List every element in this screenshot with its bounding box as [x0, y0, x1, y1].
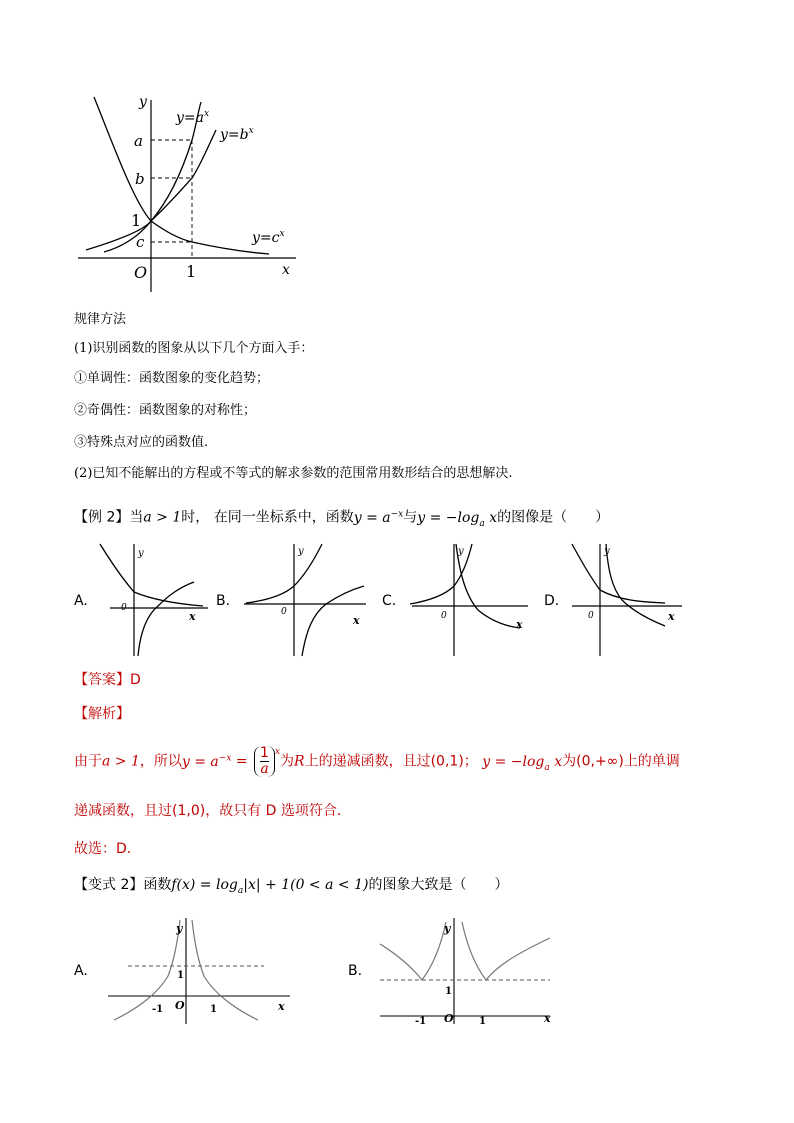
svg-text:0: 0: [281, 607, 287, 617]
svg-text:x: x: [544, 1012, 551, 1025]
option-a-log-curve: [138, 582, 194, 656]
method-line-5: (2)已知不能解出的方程或不等式的解求参数的范围常用数形结合的思想解决.: [74, 466, 513, 481]
variant-option-a-label: A.: [74, 963, 88, 979]
one-y-label: 1: [131, 211, 142, 230]
fraction: $\frac{1}{a}$: [254, 746, 275, 777]
option-a-graph: [98, 540, 210, 658]
method-line-3: ②奇偶性：函数图象的对称性；: [74, 403, 257, 418]
x-axis-label: x: [282, 262, 290, 278]
svg-text:y: y: [458, 546, 464, 557]
svg-text:x: x: [353, 614, 360, 627]
svg-text:0: 0: [121, 603, 127, 613]
svg-text:1: 1: [210, 1004, 217, 1015]
option-b-graph: [240, 540, 370, 658]
variant-option-b-label: B.: [348, 963, 363, 979]
option-c-graph: [408, 540, 532, 658]
curve-c-label: $y=c^x$: [252, 229, 285, 246]
svg-text:y: y: [298, 546, 304, 557]
variant-b-right-branch: [462, 922, 550, 980]
option-b-increasing-curve: [246, 544, 322, 603]
option-c-log-curve: [456, 544, 520, 628]
example-2-condition: a > 1: [143, 509, 182, 526]
exponential-curves-graph: [74, 92, 304, 297]
option-a-label: A.: [74, 593, 88, 609]
variant-b-left-branch: [380, 922, 446, 980]
option-d-label: D.: [544, 593, 560, 609]
svg-text:-1: -1: [415, 1016, 427, 1026]
one-x-label: 1: [186, 262, 197, 281]
method-heading: 规律方法: [74, 312, 127, 327]
analysis-label: 【解析】: [74, 706, 130, 722]
variant-2-function: $f(x) = \log_a|x| + 1(0 < a < 1)$: [171, 877, 369, 896]
svg-text:0: 0: [588, 611, 594, 621]
variant-2-question: 【变式 2】函数$f(x) = \log_a|x| + 1(0 < a < 1)$的图象大致是（ ）: [74, 877, 509, 896]
example-2-label: 【例 2】: [74, 509, 130, 526]
option-a-decreasing-curve: [100, 544, 203, 606]
y-axis-label: y: [139, 94, 147, 110]
b-label: b: [135, 170, 145, 188]
answer-value: D: [130, 672, 141, 688]
svg-text:1: 1: [177, 970, 184, 981]
option-b-label: B.: [216, 593, 231, 609]
svg-text:O: O: [175, 999, 185, 1012]
svg-text:0: 0: [441, 611, 447, 621]
option-d-log-curve: [606, 544, 665, 626]
curve-b-label: $y=b^x$: [220, 126, 254, 143]
example-2-func-1: $y = a^{-x}$: [353, 509, 404, 526]
answer-line: [74, 671, 141, 689]
svg-text:y: y: [604, 546, 610, 557]
variant-a-left-branch: [114, 920, 180, 1020]
method-line-1: (1)识别函数的图象从以下几个方面入手：: [74, 341, 314, 356]
curve-a-label: $y=a^x$: [176, 109, 210, 126]
a-label: a: [134, 132, 143, 150]
svg-text:x: x: [516, 618, 523, 631]
origin-label: O: [134, 263, 148, 282]
method-line-2: ①单调性：函数图象的变化趋势；: [74, 371, 270, 386]
analysis-paragraph-1: 由于a > 1，所以$y = a^{-x}$ = $\frac{1}{a}$ $^x$为R上的递减函数，且过(0,1)； $y = -\log_a$ x为(0,+∞)上的单调: [74, 745, 680, 778]
variant-option-b-graph: [376, 916, 556, 1026]
option-d-graph: [570, 540, 686, 658]
option-c-label: C.: [382, 593, 397, 609]
svg-text:x: x: [668, 610, 675, 623]
svg-text:1: 1: [445, 986, 452, 997]
analysis-conclusion: 故选：D.: [74, 841, 132, 857]
svg-text:y: y: [444, 922, 451, 935]
answer-label: 【答案】: [74, 672, 130, 688]
svg-text:x: x: [189, 610, 196, 623]
c-label: c: [136, 233, 145, 251]
svg-text:y: y: [138, 548, 144, 559]
analysis-paragraph-2: 递减函数，且过(1,0)，故只有 D 选项符合.: [74, 803, 342, 819]
svg-text:1: 1: [479, 1016, 486, 1026]
method-line-4: ③特殊点对应的函数值.: [74, 435, 209, 450]
svg-text:O: O: [444, 1012, 454, 1025]
example-2-question: 【例 2】当a > 1时， 在同一坐标系中，函数$y = a^{-x}$与$y = -\log_a$ x的图像是（ ）: [74, 509, 610, 529]
variant-2-label: 【变式 2】: [74, 877, 144, 893]
example-2-func-2: $y = -\log_a$ x: [417, 509, 498, 529]
variant-option-a-graph: [104, 916, 294, 1026]
svg-text:y: y: [176, 922, 183, 935]
curve-b-x: [104, 130, 216, 252]
variant-a-right-branch: [192, 920, 258, 1020]
svg-text:-1: -1: [152, 1004, 164, 1015]
svg-text:x: x: [278, 1000, 285, 1013]
